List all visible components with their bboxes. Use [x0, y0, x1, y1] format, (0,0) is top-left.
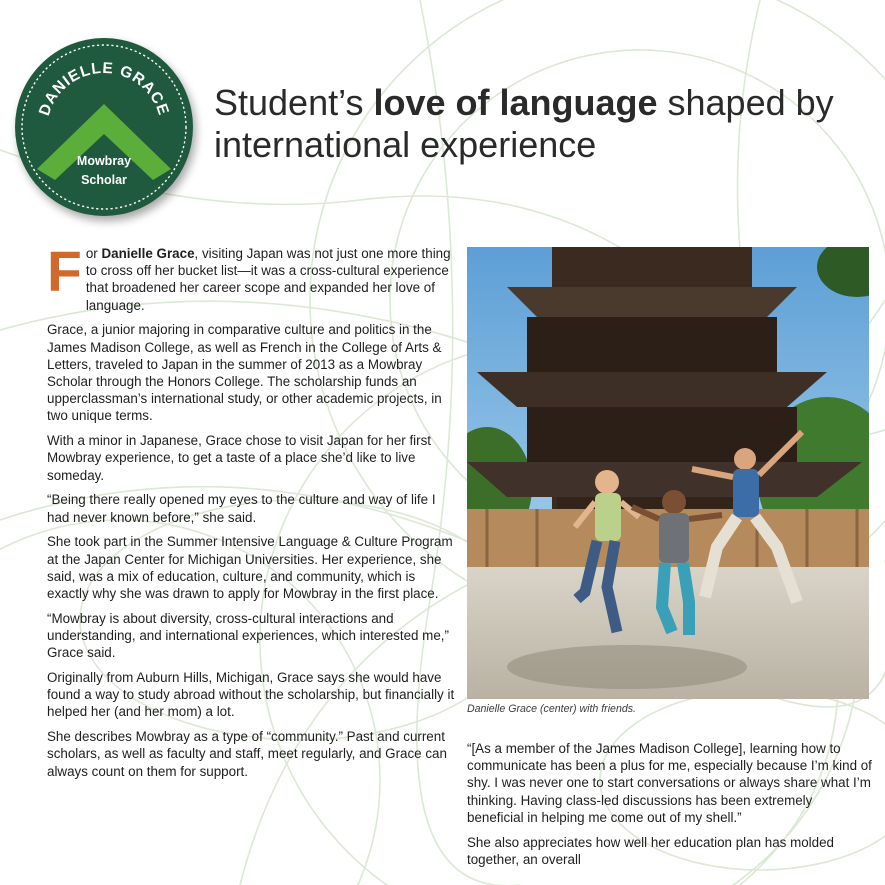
badge-scholar-line1: Mowbray: [76, 154, 132, 168]
body-paragraph: “[As a member of the James Madison College], learning how to communicate has been a plus for me, especially because I’m kind of shy. I was never one to start conversations or always share what I’m thinking. Having class-led discussions has been extremely beneficial in helping me come out of my shell.”: [467, 741, 872, 825]
body-paragraph: Grace, a junior majoring in comparative culture and politics in the James Madison College, as well as French in the College of Arts & Letters, traveled to Japan in the summer of 2013 as a Mowbray Scholar through the Honors College. The scholarship funds an upperclassman’s international study, or other academic projects, in two unique terms.: [47, 322, 442, 424]
headline-part1: Student’s: [214, 82, 374, 123]
photo-caption: Danielle Grace (center) with friends.: [467, 703, 636, 715]
body-paragraph: She describes Mowbray as a type of “community.” Past and current scholars, as well as faculty and staff, meet regularly, and Grace can always count on them for support.: [47, 729, 447, 779]
body-paragraph: “Mowbray is about diversity, cross-cultural interactions and understanding, and international experiences, which interested me,” Grace said.: [47, 610, 449, 661]
badge-name-text: DANIELLE GRACE: [36, 59, 172, 118]
mowbray-scholar-badge: [15, 38, 193, 216]
body-paragraph: With a minor in Japanese, Grace chose to visit Japan for her first Mowbray experience, to get a taste of a place she’d like to live someday.: [47, 433, 432, 483]
intro-rest: , visiting Japan was not just one more thing to cross off her bucket list—it was a cross-cultural experience that broadened her career scope and expanded her love of language.: [85, 246, 451, 313]
body-paragraph: She took part in the Summer Intensive Language & Culture Program at the Japan Center for Michigan Universities. Her experience, she said, was a mix of education, culture, and community, which is exactly why she was drawn to apply for Mowbray in the first place.: [47, 534, 453, 602]
article-right-column: [467, 740, 872, 876]
body-paragraph: “Being there really opened my eyes to the culture and way of life I had never known before,” she said.: [47, 492, 436, 525]
body-paragraph: Originally from Auburn Hills, Michigan, Grace says she would have found a way to study abroad without the scholarship, but financially it helped her (and her mom) a lot.: [47, 670, 455, 720]
intro-name: Danielle Grace: [101, 246, 195, 261]
intro-lead: or: [85, 246, 102, 261]
body-paragraph: She also appreciates how well her education plan has molded together, an overall: [467, 834, 834, 867]
article-photo: [467, 247, 869, 699]
drop-cap: F: [47, 240, 82, 304]
article-left-column: [47, 240, 457, 787]
badge-scholar-line2: Scholar: [81, 173, 127, 187]
headline-part2: shaped by international experience: [214, 82, 834, 165]
pagoda-photo-illustration: [467, 247, 869, 699]
headline-bold: love of language: [373, 82, 658, 123]
intro-paragraph: [47, 240, 457, 314]
article-headline: [214, 82, 874, 166]
